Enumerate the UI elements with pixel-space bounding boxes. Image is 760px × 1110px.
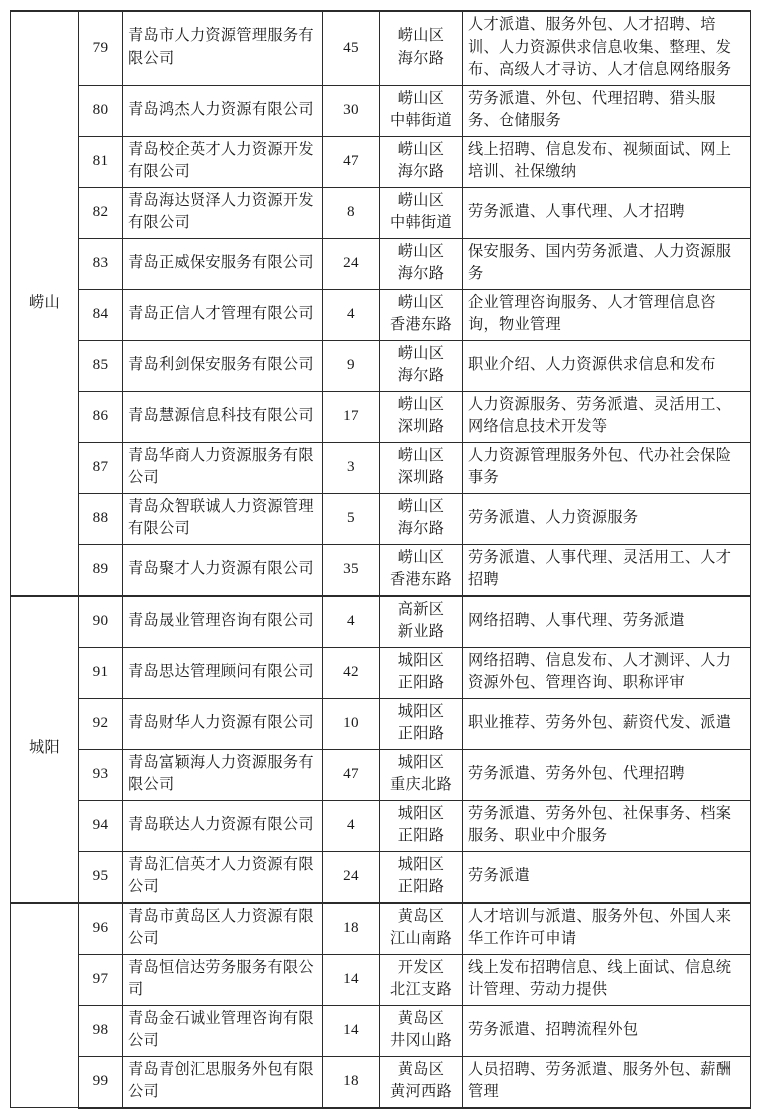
address-line-district: 崂山区: [397, 395, 445, 413]
table-row: [11, 544, 751, 596]
agency-name-cell: 青岛青创汇思服务外包有限公司: [123, 1056, 323, 1108]
address-cell: [380, 698, 463, 749]
region-cell: 城阳: [11, 596, 79, 903]
address-line-district: 崂山区: [397, 242, 445, 260]
address-line-district: 崂山区: [397, 27, 445, 45]
business-scope-cell: 人力资源管理服务外包、代办社会保险事务: [463, 442, 751, 493]
address-line-street: 北江支路: [390, 981, 452, 998]
count-cell: 5: [323, 493, 380, 544]
sequence-number-cell: 81: [79, 136, 123, 187]
address-line-street: 新业路: [397, 623, 445, 640]
sequence-number-cell: 94: [79, 800, 123, 851]
agency-name-cell: 青岛财华人力资源有限公司: [123, 698, 323, 749]
address-line-district: 城阳区: [397, 702, 445, 720]
sequence-number-cell: 82: [79, 187, 123, 238]
sequence-number-cell: 96: [79, 903, 123, 955]
address-cell: [380, 11, 463, 85]
count-cell: 17: [323, 391, 380, 442]
address-line-street: 中韩街道: [390, 112, 452, 129]
business-scope-cell: 网络招聘、信息发布、人才测评、人力资源外包、管理咨询、职称评审: [463, 647, 751, 698]
address-cell: [380, 596, 463, 648]
sequence-number-cell: 80: [79, 85, 123, 136]
business-scope-cell: 人才派遣、服务外包、人才招聘、培训、人力资源供求信息收集、整理、发布、高级人才寻访、人才信息网络服务: [463, 11, 751, 85]
business-scope-cell: 保安服务、国内劳务派遣、人力资源服务: [463, 238, 751, 289]
sequence-number-cell: 88: [79, 493, 123, 544]
address-line-street: 正阳路: [397, 878, 445, 895]
address-line-district: 崂山区: [397, 140, 445, 158]
business-scope-cell: 劳务派遣、人力资源服务: [463, 493, 751, 544]
table-row: [11, 493, 751, 544]
address-cell: [380, 954, 463, 1005]
agency-name-cell: 青岛利剑保安服务有限公司: [123, 340, 323, 391]
table-row: [11, 851, 751, 903]
business-scope-cell: 劳务派遣、劳务外包、社保事务、档案服务、职业中介服务: [463, 800, 751, 851]
table-body: [11, 11, 751, 1108]
sequence-number-cell: 87: [79, 442, 123, 493]
count-cell: 30: [323, 85, 380, 136]
business-scope-cell: 人员招聘、劳务派遣、服务外包、薪酬管理: [463, 1056, 751, 1108]
address-line-street: 正阳路: [397, 827, 445, 844]
agency-name-cell: 青岛正威保安服务有限公司: [123, 238, 323, 289]
address-cell: [380, 800, 463, 851]
count-cell: 9: [323, 340, 380, 391]
address-line-street: 黄河西路: [390, 1083, 452, 1100]
count-cell: 14: [323, 1005, 380, 1056]
table-row: [11, 136, 751, 187]
address-line-district: 崂山区: [397, 344, 445, 362]
address-line-district: 黄岛区: [397, 907, 445, 925]
sequence-number-cell: 83: [79, 238, 123, 289]
address-line-district: 崂山区: [397, 497, 445, 515]
sequence-number-cell: 91: [79, 647, 123, 698]
address-cell: [380, 187, 463, 238]
table-row: [11, 954, 751, 1005]
address-cell: [380, 85, 463, 136]
count-cell: 18: [323, 903, 380, 955]
address-line-street: 正阳路: [397, 674, 445, 691]
count-cell: 24: [323, 238, 380, 289]
agency-name-cell: 青岛鸿杰人力资源有限公司: [123, 85, 323, 136]
table-row: [11, 1056, 751, 1108]
address-cell: [380, 289, 463, 340]
address-line-street: 海尔路: [397, 367, 445, 384]
sequence-number-cell: 93: [79, 749, 123, 800]
agency-name-cell: 青岛正信人才管理有限公司: [123, 289, 323, 340]
count-cell: 45: [323, 11, 380, 85]
address-line-district: 黄岛区: [397, 1060, 445, 1078]
count-cell: 18: [323, 1056, 380, 1108]
business-scope-cell: 劳务派遣、人事代理、灵活用工、人才招聘: [463, 544, 751, 596]
address-line-street: 香港东路: [390, 316, 452, 333]
address-line-street: 井冈山路: [390, 1032, 452, 1049]
count-cell: 14: [323, 954, 380, 1005]
sequence-number-cell: 84: [79, 289, 123, 340]
address-line-district: 崂山区: [397, 293, 445, 311]
address-cell: [380, 493, 463, 544]
address-cell: [380, 340, 463, 391]
business-scope-cell: 职业推荐、劳务外包、薪资代发、派遣: [463, 698, 751, 749]
table-row: [11, 647, 751, 698]
table-row: [11, 749, 751, 800]
business-scope-cell: 劳务派遣、人事代理、人才招聘: [463, 187, 751, 238]
sequence-number-cell: 99: [79, 1056, 123, 1108]
address-line-street: 海尔路: [397, 163, 445, 180]
address-line-street: 中韩街道: [390, 214, 452, 231]
address-cell: [380, 1005, 463, 1056]
business-scope-cell: 线上招聘、信息发布、视频面试、网上培训、社保缴纳: [463, 136, 751, 187]
business-scope-cell: 职业介绍、人力资源供求信息和发布: [463, 340, 751, 391]
address-line-district: 崂山区: [397, 191, 445, 209]
address-line-district: 开发区: [397, 958, 445, 976]
address-cell: [380, 391, 463, 442]
count-cell: 42: [323, 647, 380, 698]
count-cell: 3: [323, 442, 380, 493]
count-cell: 4: [323, 800, 380, 851]
count-cell: 24: [323, 851, 380, 903]
table-row: [11, 238, 751, 289]
address-cell: [380, 647, 463, 698]
table-row: [11, 187, 751, 238]
agency-name-cell: 青岛市黄岛区人力资源有限公司: [123, 903, 323, 955]
agency-name-cell: 青岛富颖海人力资源服务有限公司: [123, 749, 323, 800]
address-line-street: 深圳路: [397, 418, 445, 435]
address-cell: [380, 238, 463, 289]
count-cell: 8: [323, 187, 380, 238]
address-cell: [380, 136, 463, 187]
address-cell: [380, 442, 463, 493]
business-scope-cell: 劳务派遣、招聘流程外包: [463, 1005, 751, 1056]
address-line-district: 城阳区: [397, 651, 445, 669]
sequence-number-cell: 85: [79, 340, 123, 391]
address-line-district: 崂山区: [397, 446, 445, 464]
address-line-district: 城阳区: [397, 753, 445, 771]
count-cell: 47: [323, 136, 380, 187]
address-line-street: 江山南路: [390, 930, 452, 947]
count-cell: 4: [323, 289, 380, 340]
table-row: [11, 698, 751, 749]
agency-name-cell: 青岛市人力资源管理服务有限公司: [123, 11, 323, 85]
address-line-street: 海尔路: [397, 49, 445, 67]
sequence-number-cell: 95: [79, 851, 123, 903]
table-row: [11, 11, 751, 85]
address-line-district: 城阳区: [397, 855, 445, 873]
count-cell: 47: [323, 749, 380, 800]
address-cell: [380, 851, 463, 903]
sequence-number-cell: 98: [79, 1005, 123, 1056]
table-row: [11, 596, 751, 648]
agency-name-cell: 青岛众智联诚人力资源管理有限公司: [123, 493, 323, 544]
agency-name-cell: 青岛聚才人力资源有限公司: [123, 544, 323, 596]
address-line-street: 海尔路: [397, 520, 445, 537]
table-row: [11, 289, 751, 340]
address-line-district: 高新区: [397, 600, 445, 618]
table-row: [11, 800, 751, 851]
table-row: [11, 442, 751, 493]
agency-name-cell: 青岛慧源信息科技有限公司: [123, 391, 323, 442]
count-cell: 35: [323, 544, 380, 596]
address-line-district: 黄岛区: [397, 1009, 445, 1027]
sequence-number-cell: 97: [79, 954, 123, 1005]
address-line-street: 香港东路: [390, 571, 452, 588]
business-scope-cell: 劳务派遣、外包、代理招聘、猎头服务、仓储服务: [463, 85, 751, 136]
table-row: [11, 85, 751, 136]
address-line-street: 海尔路: [397, 265, 445, 282]
address-line-street: 深圳路: [397, 469, 445, 486]
table-row: [11, 340, 751, 391]
region-cell: 崂山: [11, 11, 79, 596]
address-cell: [380, 749, 463, 800]
count-cell: 10: [323, 698, 380, 749]
address-line-district: 崂山区: [397, 548, 445, 566]
sequence-number-cell: 90: [79, 596, 123, 648]
agency-name-cell: 青岛思达管理顾问有限公司: [123, 647, 323, 698]
address-line-district: 城阳区: [397, 804, 445, 822]
region-cell: [11, 903, 79, 1108]
address-cell: [380, 1056, 463, 1108]
count-cell: 4: [323, 596, 380, 648]
agency-name-cell: 青岛联达人力资源有限公司: [123, 800, 323, 851]
table-row: [11, 903, 751, 955]
hr-agency-registry-table: [10, 10, 751, 1109]
sequence-number-cell: 89: [79, 544, 123, 596]
agency-name-cell: 青岛校企英才人力资源开发有限公司: [123, 136, 323, 187]
agency-name-cell: 青岛华商人力资源服务有限公司: [123, 442, 323, 493]
business-scope-cell: 企业管理咨询服务、人才管理信息咨询，物业管理: [463, 289, 751, 340]
business-scope-cell: 线上发布招聘信息、线上面试、信息统计管理、劳动力提供: [463, 954, 751, 1005]
agency-name-cell: 青岛恒信达劳务服务有限公司: [123, 954, 323, 1005]
table-row: [11, 1005, 751, 1056]
sequence-number-cell: 79: [79, 11, 123, 85]
table-row: [11, 391, 751, 442]
agency-name-cell: 青岛晟业管理咨询有限公司: [123, 596, 323, 648]
sequence-number-cell: 86: [79, 391, 123, 442]
address-line-street: 重庆北路: [390, 776, 452, 793]
business-scope-cell: 劳务派遣、劳务外包、代理招聘: [463, 749, 751, 800]
business-scope-cell: 人才培训与派遣、服务外包、外国人来华工作许可申请: [463, 903, 751, 955]
address-cell: [380, 544, 463, 596]
business-scope-cell: 网络招聘、人事代理、劳务派遣: [463, 596, 751, 648]
agency-name-cell: 青岛金石诚业管理咨询有限公司: [123, 1005, 323, 1056]
address-cell: [380, 903, 463, 955]
agency-name-cell: 青岛汇信英才人力资源有限公司: [123, 851, 323, 903]
agency-name-cell: 青岛海达贤泽人力资源开发有限公司: [123, 187, 323, 238]
business-scope-cell: 劳务派遣: [463, 851, 751, 903]
address-line-street: 正阳路: [397, 725, 445, 742]
address-line-district: 崂山区: [397, 89, 445, 107]
sequence-number-cell: 92: [79, 698, 123, 749]
business-scope-cell: 人力资源服务、劳务派遣、灵活用工、网络信息技术开发等: [463, 391, 751, 442]
